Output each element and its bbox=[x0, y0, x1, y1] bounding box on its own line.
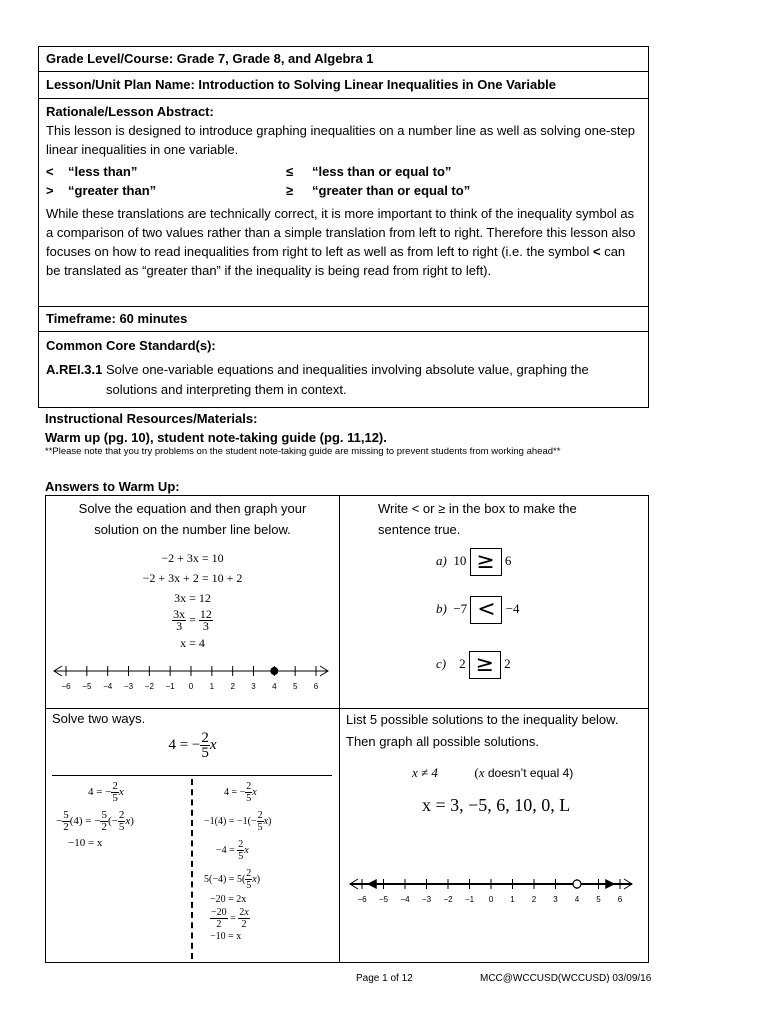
tick-label: −2 bbox=[443, 895, 453, 904]
q2-item-c: c) 2 ≥ 2 bbox=[436, 652, 511, 677]
standard-text: A.REI.3.1 Solve one-variable equations and inequalities involving absolute value, graphing the solutions and interpreting them in context. bbox=[46, 362, 589, 397]
q1-step-1: −2 + 3x = 10 bbox=[161, 551, 224, 565]
grade-level-text: Grade Level/Course: Grade 7, Grade 8, and Algebra 1 bbox=[46, 51, 374, 66]
q4-inequality: x ≠ 4 (x doesn’t equal 4) bbox=[412, 765, 574, 780]
tick-label: −5 bbox=[82, 682, 92, 691]
tick-label: −5 bbox=[378, 895, 389, 904]
tick-label: 2 bbox=[531, 895, 537, 904]
tick-label: −4 bbox=[400, 895, 410, 904]
rationale-row bbox=[39, 99, 648, 307]
q4-solutions: x = 3, −5, 6, 10, 0, L bbox=[422, 795, 571, 815]
symbol-gt: > “greater than” bbox=[46, 183, 157, 198]
standards-title: Common Core Standard(s): bbox=[46, 338, 216, 353]
tick-label: −6 bbox=[61, 682, 71, 691]
translation-paragraph: While these translations are technically correct, it is more important to think of the inequality symbol as a comparison of two values rather than a simple translation from left to right. Therefore this lesson also focuses on how to read inequalities from right to left as well as from left to right (i.e. the symbol < can be translated as “greater than” if the inequality is being read from right to left). bbox=[46, 206, 636, 278]
q3-left-method: 4 = − $\frac{2}{5}$ x − $\frac{5}{2}$ (4) = − $\frac{5}{2}$ (− $\frac{2}{5}$ x) −10 = x bbox=[56, 781, 186, 851]
q1-number-line bbox=[46, 661, 339, 697]
symbol-lt: < “less than” bbox=[46, 164, 138, 179]
q2-prompt: Write < or ≥ in the box to make the sentence true. bbox=[378, 501, 577, 537]
tick-label: 3 bbox=[553, 895, 558, 904]
grade-level-row bbox=[39, 47, 648, 72]
q2-answer-a: ≥ bbox=[470, 548, 502, 576]
tick-label: 1 bbox=[209, 682, 215, 691]
resources-note: **Please note that you try problems on the student note-taking guide are missing to prevent students from working ahead** bbox=[45, 446, 561, 457]
warmup-q2 bbox=[340, 496, 648, 708]
symbol-ge: ≥ “greater than or equal to” bbox=[286, 183, 471, 198]
tick-label: 0 bbox=[188, 682, 194, 691]
tick-label: −6 bbox=[357, 895, 367, 904]
tick-label: −4 bbox=[103, 682, 113, 691]
lesson-info-table bbox=[38, 46, 649, 408]
rationale-text: This lesson is designed to introduce graphing inequalities on a number line as well as solving one-step linear inequalities in one variable. bbox=[46, 123, 635, 157]
lesson-name-text: Lesson/Unit Plan Name: Introduction to Solving Linear Inequalities in One Variable bbox=[46, 77, 556, 92]
symbol-le: ≤ “less than or equal to” bbox=[286, 164, 452, 179]
excluded-point bbox=[573, 880, 581, 888]
resources-title: Instructional Resources/Materials: bbox=[45, 411, 258, 426]
warmup-q4 bbox=[340, 709, 648, 962]
q2-item-b: b) −7 < −4 bbox=[436, 597, 520, 622]
symbol-list bbox=[46, 162, 641, 202]
timeframe-row bbox=[39, 307, 648, 332]
resources-section bbox=[45, 410, 745, 458]
q3-dashed-divider bbox=[191, 779, 193, 959]
q1-step-3: 3x = 12 bbox=[174, 591, 211, 605]
standards-row bbox=[39, 332, 648, 407]
tick-label: 0 bbox=[488, 895, 494, 904]
q2-item-a: a) 10 ≥ 6 bbox=[436, 549, 512, 574]
q1-steps bbox=[46, 548, 339, 653]
resources-line: Warm up (pg. 10), student note-taking guide (pg. 11,12). bbox=[45, 430, 387, 445]
tick-label: 2 bbox=[230, 682, 235, 691]
solution-point bbox=[270, 667, 278, 675]
tick-label: −2 bbox=[144, 682, 154, 691]
lesson-name-row bbox=[39, 72, 648, 99]
tick-label: 6 bbox=[617, 895, 623, 904]
tick-label: 4 bbox=[272, 682, 277, 691]
q4-number-line bbox=[340, 874, 648, 910]
q3-right-method: 4 = − $\frac{2}{5}$ x −1(4) = −1(− $\frac{2}{5}$ x) −4 = $\frac{2}{5}$ x 5(−4) = 5( $\frac{2}{5}$ x) −20 = 2x $\frac{-20}{2}$ = $\frac{2x}{2}$ −10 = x bbox=[204, 781, 272, 942]
tick-label: −3 bbox=[123, 682, 134, 691]
right-solid-arrow bbox=[605, 879, 615, 889]
q1-step-4: x = 4 bbox=[180, 636, 205, 650]
warmup-q1 bbox=[46, 496, 339, 708]
page-number: Page 1 of 12 bbox=[356, 973, 413, 984]
warmup-q3 bbox=[46, 709, 339, 962]
footer-credit: MCC@WCCUSD(WCCUSD) 03/09/16 bbox=[480, 973, 652, 984]
q1-frac-step: $\frac{3x}{3}$ = $\frac{12}{3}$ bbox=[173, 607, 212, 633]
left-solid-arrow bbox=[367, 879, 377, 889]
tick-label: −1 bbox=[464, 895, 475, 904]
tick-label: 3 bbox=[251, 682, 256, 691]
q4-prompt: List 5 possible solutions to the inequality below. Then graph all possible solutions. bbox=[346, 712, 619, 749]
tick-label: 5 bbox=[292, 682, 298, 691]
q2-answer-b: < bbox=[470, 596, 502, 624]
q1-step-2: −2 + 3x + 2 = 10 + 2 bbox=[142, 571, 243, 585]
tick-label: −1 bbox=[165, 682, 175, 691]
answers-title: Answers to Warm Up: bbox=[45, 479, 180, 494]
tick-label: 4 bbox=[574, 895, 580, 904]
tick-label: 1 bbox=[510, 895, 515, 904]
timeframe-text: Timeframe: 60 minutes bbox=[46, 311, 188, 326]
rationale-title: Rationale/Lesson Abstract: bbox=[46, 104, 214, 119]
q3-prompt: Solve two ways. bbox=[52, 711, 146, 726]
q1-prompt: Solve the equation and then graph your solution on the number line below. bbox=[78, 501, 307, 537]
tick-label: 6 bbox=[313, 682, 319, 691]
q3-equation: 4 = − $\frac{2}{5}$ x bbox=[168, 730, 217, 761]
tick-label: −3 bbox=[421, 895, 432, 904]
q2-answer-c: ≥ bbox=[469, 651, 501, 679]
tick-label: 5 bbox=[596, 895, 601, 904]
q3-left-result: −10 = x bbox=[68, 837, 103, 849]
warmup-grid bbox=[45, 495, 649, 963]
